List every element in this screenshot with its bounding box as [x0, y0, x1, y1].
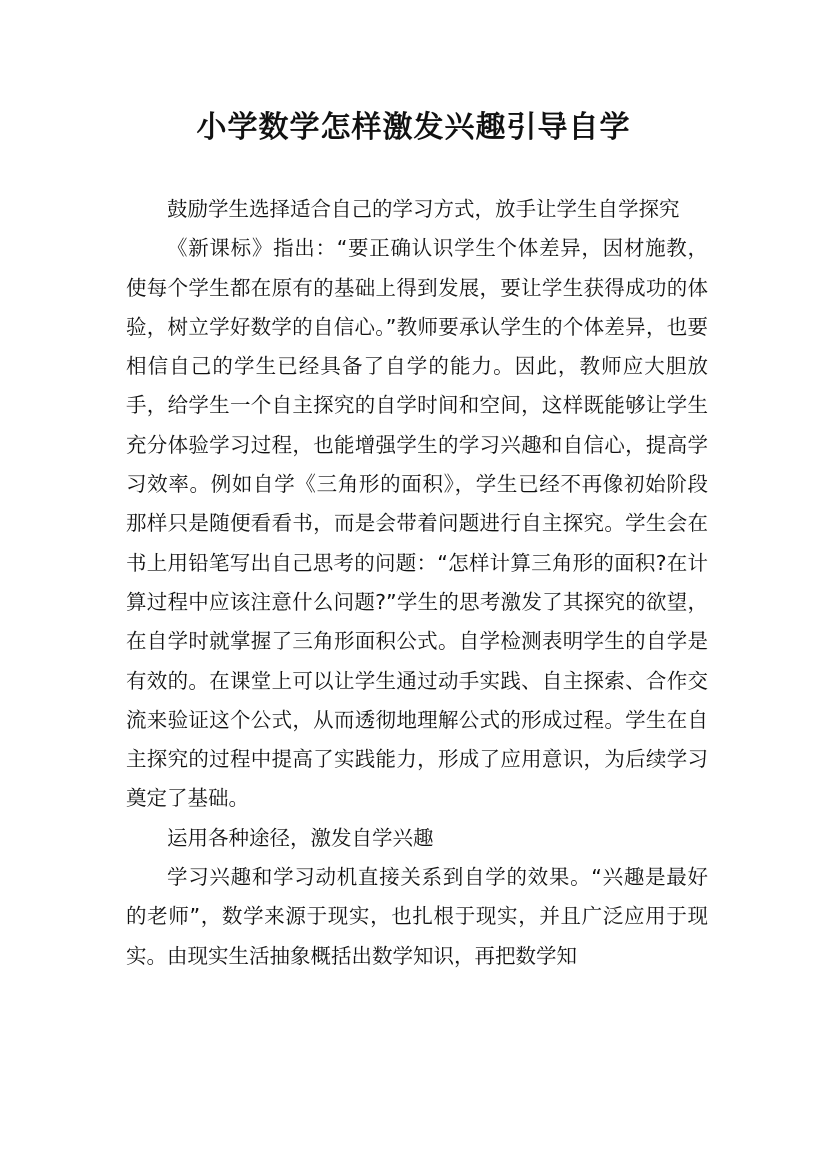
heading-paragraph-self-study: 鼓励学生选择适合自己的学习方式，放手让学生自学探究 [167, 197, 680, 221]
document-title: 小学数学怎样激发兴趣引导自学 [196, 110, 631, 145]
document-body [126, 190, 708, 976]
body-paragraph-motivation: 学习兴趣和学习动机直接关系到自学的效果。“兴趣是最好的老师”，数学来源于现实，也扎根于现实，并且广泛应用于现实。由现实生活抽象概括出数学知识，再把数学知 [126, 865, 708, 968]
heading-paragraph-interest: 运用各种途径，激发自学兴趣 [167, 825, 434, 850]
body-paragraph-curriculum: 《新课标》指出：“要正确认识学生个体差异，因材施教，使每个学生都在原有的基础上得到发展，要让学生获得成功的体验，树立学好数学的自信心。”教师要承认学生的个体差异，也要相信自己的学生已经具备了自学的能力。因此，教师应大胆放手，给学生一个自主探究的自学时间和空间，这样既能够让学生充分体验学习过程，也能增强学生的学习兴趣和自信心，提高学习效率。例如自学《三角形的面积》，学生已经不再像初始阶段那样只是随便看看书，而是会带着问题进行自主探究。学生会在书上用铅笔写出自己思考的问题：“怎样计算三角形的面积?在计算过程中应该注意什么问题?”学生的思考激发了其探究的欲望，在自学时就掌握了三角形面积公式。自学检测表明学生的自学是有效的。在课堂上可以让学生通过动手实践、自主探索、合作交流来验证这个公式，从而透彻地理解公式的形成过程。学生在自主探究的过程中提高了实践能力，形成了应用意识，为后续学习奠定了基础。 [126, 236, 708, 811]
